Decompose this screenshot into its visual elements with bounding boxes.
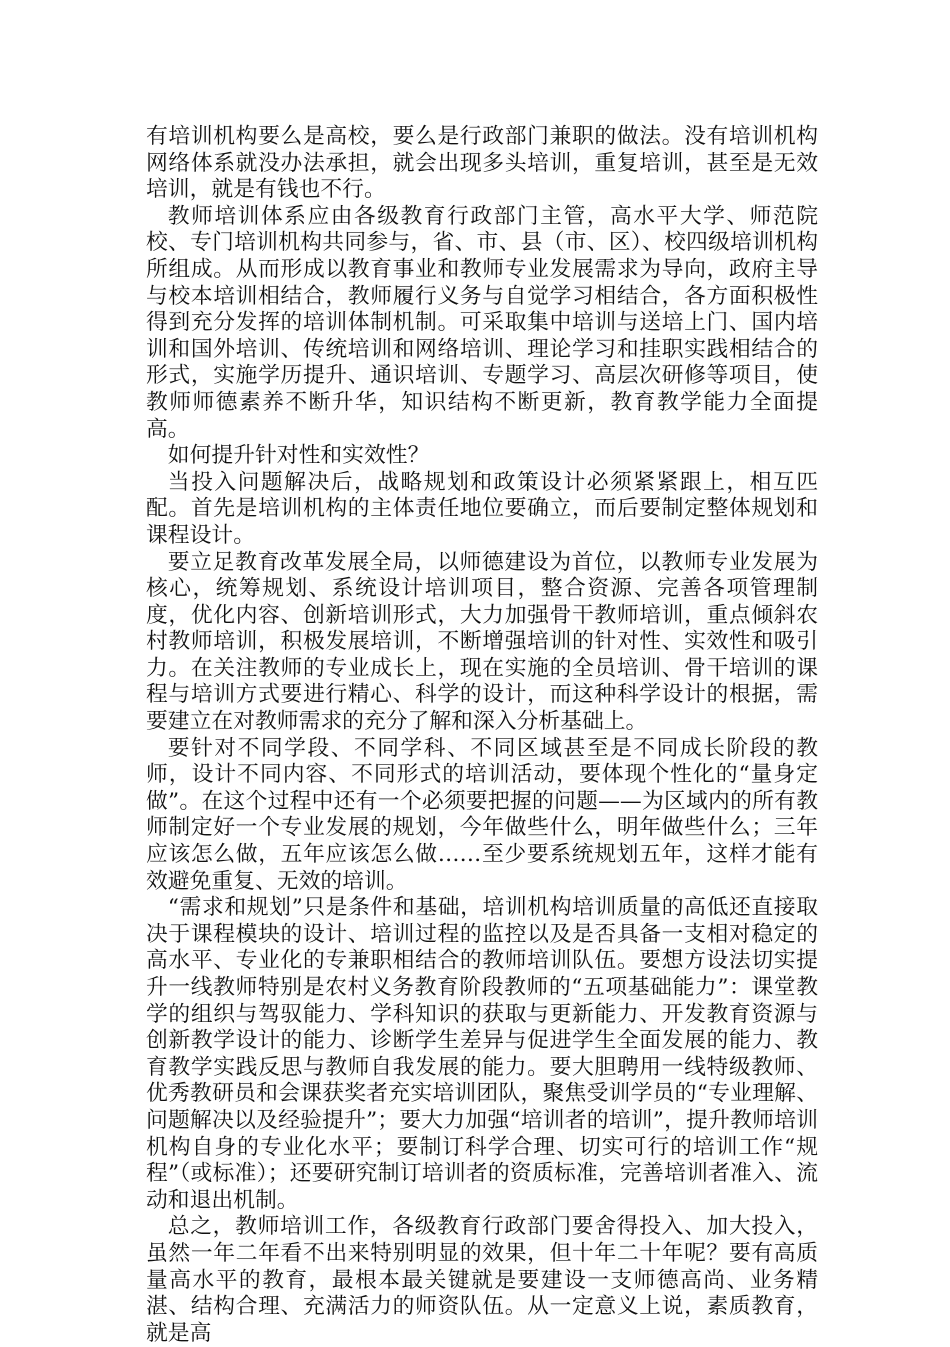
paragraph-reform: 要立足教育改革发展全局，以师德建设为首位，以教师专业发展为核心，统筹规划、系统设计培训项目，整合资源、完善各项管理制度，优化内容、创新培训形式，大力加强骨干教师培训，重点倾斜农村教师培训，积极发展培训，不断增强培训的针对性、实效性和吸引力。在关注教师的专业成长上，现在实施的全员培训、骨干培训的课程与培训方式要进行精心、科学的设计，而这种科学设计的根据，需要建立在对教师需求的充分了解和深入分析基础上。 — [146, 549, 818, 735]
paragraph-continuation: 有培训机构要么是高校，要么是行政部门兼职的做法。没有培训机构网络体系就没办法承担，就会出现多头培训，重复培训，甚至是无效培训，就是有钱也不行。 — [146, 124, 818, 203]
document-body — [146, 124, 818, 1347]
paragraph-needs-and-planning: “需求和规划”只是条件和基础，培训机构培训质量的高低还直接取决于课程模块的设计、培训过程的监控以及是否具备一支相对稳定的高水平、专业化的专兼职相结合的教师培训队伍。要想方设法切实提升一线教师特别是农村义务教育阶段教师的“五项基础能力”：课堂教学的组织与驾驭能力、学科知识的获取与更新能力、开发教育资源与创新教学设计的能力、诊断学生差异与促进学生全面发展的能力、教育教学实践反思与教师自我发展的能力。要大胆聘用一线特级教师、优秀教研员和会课获奖者充实培训团队，聚焦受训学员的“专业理解、问题解决以及经验提升”；要大力加强“培训者的培训”，提升教师培训机构自身的专业化水平；要制订科学合理、切实可行的培训工作“规程”（或标准）；还要研究制订培训者的资质标准，完善培训者准入、流动和退出机制。 — [146, 895, 818, 1213]
paragraph-training-system: 教师培训体系应由各级教育行政部门主管，高水平大学、师范院校、专门培训机构共同参与，省、市、县（市、区）、校四级培训机构所组成。从而形成以教育事业和教师专业发展需求为导向，政府主导与校本培训相结合，教师履行义务与自觉学习相结合，各方面积极性得到充分发挥的培训体制机制。可采取集中培训与送培上门、国内培训和国外培训、传统培训和网络培训、理论学习和挂职实践相结合的形式，实施学历提升、通识培训、专题学习、高层次研修等项目，使教师师德素养不断升华，知识结构不断更新，教育教学能力全面提高。 — [146, 203, 818, 442]
paragraph-planning: 当投入问题解决后，战略规划和政策设计必须紧紧跟上，相互匹配。首先是培训机构的主体责任地位要确立，而后要制定整体规划和课程设计。 — [146, 469, 818, 548]
paragraph-question-heading: 如何提升针对性和实效性？ — [167, 443, 430, 469]
paragraph-customized-training: 要针对不同学段、不同学科、不同区域甚至是不同成长阶段的教师，设计不同内容、不同形式的培训活动，要体现个性化的“量身定做”。在这个过程中还有一个必须要把握的问题——为区域内的所有教师制定好一个专业发展的规划，今年做些什么，明年做些什么；三年应该怎么做，五年应该怎么做……至少要系统规划五年，这样才能有效避免重复、无效的培训。 — [146, 735, 818, 894]
paragraph-conclusion: 总之，教师培训工作，各级教育行政部门要舍得投入、加大投入，虽然一年二年看不出来特别明显的效果，但十年二十年呢？要有高质量高水平的教育，最根本最关键就是要建设一支师德高尚、业务精湛、结构合理、充满活力的师资队伍。从一定意义上说，素质教育，就是高 — [146, 1214, 818, 1346]
